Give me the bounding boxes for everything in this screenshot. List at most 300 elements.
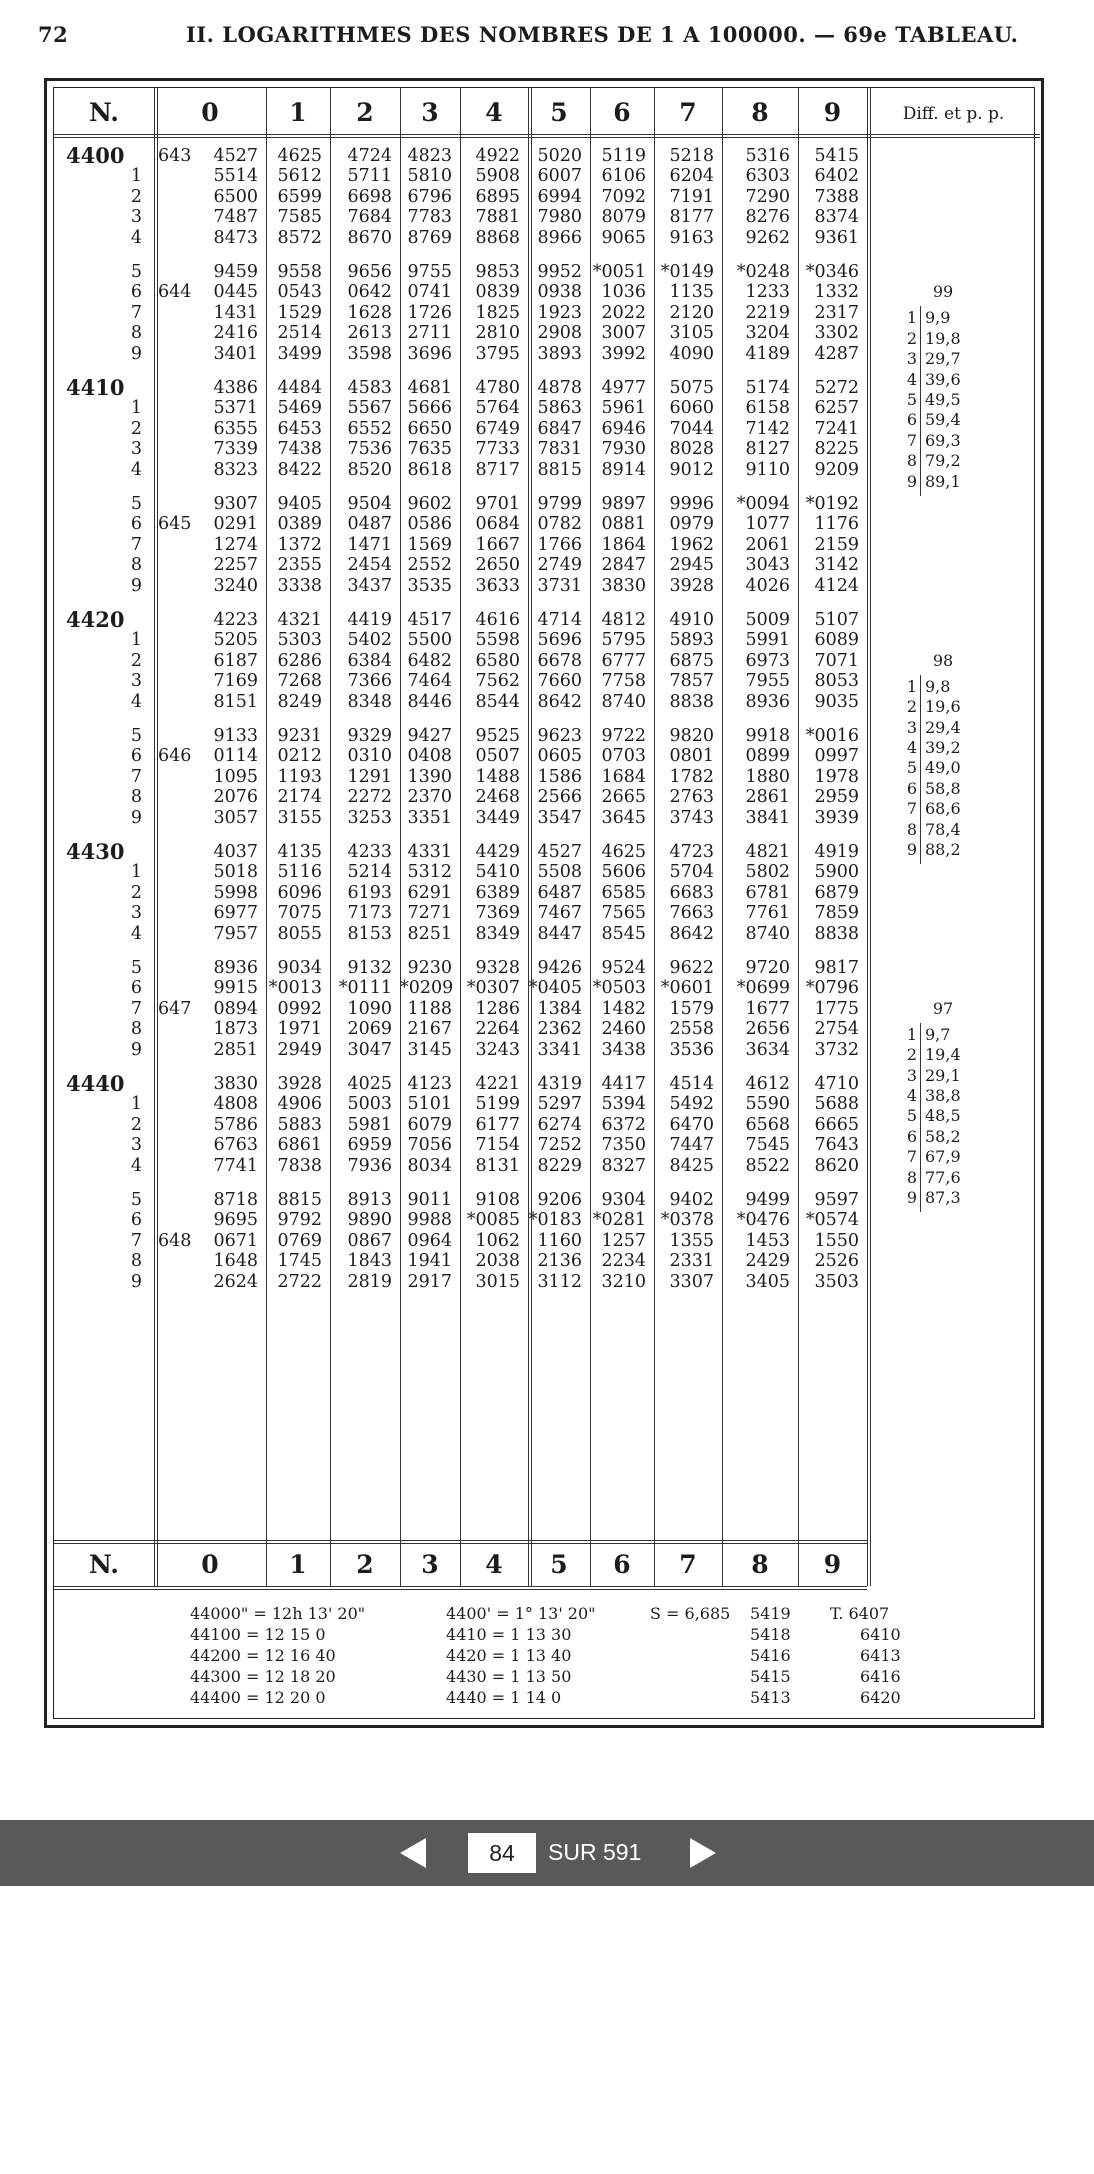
log-cell: 8966 [537, 227, 582, 248]
row-number: 4 [130, 1155, 142, 1176]
footer-column-header: 4 [485, 1550, 503, 1579]
log-cell: 6698 [347, 186, 392, 207]
log-cell: 9623 [537, 726, 582, 746]
log-cell: 2514 [277, 323, 322, 344]
log-cell: 9504 [347, 494, 392, 514]
log-cell: 8249 [277, 691, 322, 712]
log-cell: 8349 [475, 923, 520, 944]
table-row [54, 671, 867, 691]
log-cell: 6665 [814, 1114, 859, 1135]
log-cell: 7252 [537, 1135, 582, 1156]
log-cell: 2851 [213, 1039, 258, 1060]
log-cell: 5410 [475, 862, 520, 883]
log-cell: 4135 [277, 842, 322, 862]
log-cell: 5402 [347, 630, 392, 651]
log-cell: 7761 [745, 903, 790, 924]
diff-value: 38,8 [925, 1085, 961, 1105]
log-cell: 4527 [537, 842, 582, 862]
column-header: 5 [550, 98, 568, 127]
log-cell: 7783 [407, 207, 452, 228]
log-cell: 0992 [277, 998, 322, 1019]
log-cell: 8642 [669, 923, 714, 944]
log-cell: 5688 [814, 1094, 859, 1115]
log-cell: 9722 [601, 726, 646, 746]
log-cell: *0503 [592, 978, 646, 999]
log-prefix: 643 [158, 146, 192, 166]
log-cell: 1843 [347, 1251, 392, 1272]
page-number: 72 [38, 22, 69, 47]
log-cell: *0248 [736, 262, 790, 282]
log-cell: 5214 [347, 862, 392, 883]
log-cell: 7169 [213, 671, 258, 692]
log-cell: 1962 [669, 534, 714, 555]
table-row [54, 282, 867, 302]
log-cell: 4429 [475, 842, 520, 862]
log-cell: 2711 [407, 323, 452, 344]
log-cell: 6096 [277, 882, 322, 903]
diff-bar [920, 1023, 921, 1213]
table-row [54, 883, 867, 903]
log-cell: *0111 [338, 978, 392, 999]
log-cell: 6303 [745, 166, 790, 187]
row-number: 6 [130, 746, 142, 767]
log-cell: 7562 [475, 671, 520, 692]
log-cell: 8447 [537, 923, 582, 944]
log-cell: 2861 [745, 787, 790, 808]
t-value: 6410 [860, 1625, 901, 1644]
log-cell: 7191 [669, 186, 714, 207]
table-row [54, 726, 867, 746]
log-cell: 3830 [601, 575, 646, 596]
log-cell: 4517 [407, 610, 452, 630]
table-row [54, 999, 867, 1019]
s-value: 5418 [750, 1625, 791, 1644]
row-number: 1 [130, 630, 142, 651]
log-cell: 2069 [347, 1019, 392, 1040]
log-cell: 4331 [407, 842, 452, 862]
log-cell: 7733 [475, 439, 520, 460]
log-cell: 7955 [745, 671, 790, 692]
log-cell: 6482 [407, 650, 452, 671]
diff-index: 5 [906, 389, 917, 409]
log-cell: 0291 [213, 514, 258, 535]
log-cell: 2754 [814, 1019, 859, 1040]
diff-index: 8 [906, 819, 917, 839]
table-row [54, 375, 867, 400]
log-cell: 2656 [745, 1019, 790, 1040]
diff-value: 78,4 [925, 819, 961, 839]
log-cell: 5704 [669, 862, 714, 883]
log-cell: 1390 [407, 766, 452, 787]
log-cell: 6257 [814, 398, 859, 419]
log-cell: 3057 [213, 807, 258, 828]
log-cell: 8127 [745, 439, 790, 460]
log-cell: 2945 [669, 555, 714, 576]
log-cell: 3732 [814, 1039, 859, 1060]
log-cell: 0741 [407, 282, 452, 303]
log-cell: 1579 [669, 998, 714, 1019]
log-cell: 6847 [537, 418, 582, 439]
diff-index: 9 [906, 471, 917, 491]
diff-index: 5 [906, 1106, 917, 1126]
log-cell: 8718 [213, 1190, 258, 1210]
column-header: 4 [485, 98, 503, 127]
log-cell: 2136 [537, 1251, 582, 1272]
log-cell: 5514 [213, 166, 258, 187]
log-cell: 0979 [669, 514, 714, 535]
log-cell: 2174 [277, 787, 322, 808]
log-cell: 8520 [347, 459, 392, 480]
table-row [54, 651, 867, 671]
log-cell: 3696 [407, 343, 452, 364]
log-cell: 0899 [745, 746, 790, 767]
diff-index: 9 [906, 1187, 917, 1207]
log-cell: 3645 [601, 807, 646, 828]
diff-index: 2 [906, 1045, 917, 1065]
log-cell: 3928 [277, 1074, 322, 1094]
log-cell: 5205 [213, 630, 258, 651]
diff-value: 58,2 [925, 1126, 961, 1146]
log-cell: 8545 [601, 923, 646, 944]
log-cell: 1062 [475, 1230, 520, 1251]
log-cell: 5312 [407, 862, 452, 883]
log-cell: *0307 [466, 978, 520, 999]
log-cell: 1488 [475, 766, 520, 787]
row-number: 3 [130, 439, 142, 460]
log-cell: 6861 [277, 1135, 322, 1156]
log-cell: 4123 [407, 1074, 452, 1094]
diff-value: 77,6 [925, 1167, 961, 1187]
page-number-input[interactable] [468, 1833, 536, 1873]
row-number: 5 [130, 958, 142, 978]
log-table [53, 87, 1035, 1719]
log-cell: 2959 [814, 787, 859, 808]
log-cell: 3499 [277, 343, 322, 364]
log-cell: 1873 [213, 1019, 258, 1040]
diff-index: 1 [906, 1024, 917, 1044]
log-cell: 8936 [745, 691, 790, 712]
log-cell: 1384 [537, 998, 582, 1019]
log-cell: 4386 [213, 378, 258, 398]
row-number: 6 [130, 282, 142, 303]
log-cell: 5802 [745, 862, 790, 883]
log-cell: 9656 [347, 262, 392, 282]
log-cell: 8251 [407, 923, 452, 944]
t-value: 6416 [860, 1667, 901, 1686]
row-number: 1 [130, 862, 142, 883]
log-cell: 8868 [475, 227, 520, 248]
log-cell: 8815 [277, 1190, 322, 1210]
log-cell: 4124 [814, 575, 859, 596]
time-conversion: 44200 = 12 16 40 [190, 1646, 336, 1665]
log-cell: 6089 [814, 630, 859, 651]
row-number: 6 [130, 1210, 142, 1231]
log-cell: 3253 [347, 807, 392, 828]
diff-value: 87,3 [925, 1187, 961, 1207]
log-cell: 1529 [277, 302, 322, 323]
column-header: Diff. et p. p. [902, 104, 1005, 124]
log-prefix: 647 [158, 998, 192, 1019]
log-cell: 2370 [407, 787, 452, 808]
row-number: 9 [130, 1271, 142, 1292]
log-cell: 1667 [475, 534, 520, 555]
log-cell: 9065 [601, 227, 646, 248]
diff-value: 79,2 [925, 451, 961, 471]
diff-value: 9,7 [925, 1024, 951, 1044]
log-cell: *0085 [466, 1210, 520, 1231]
log-cell: 9209 [814, 459, 859, 480]
log-cell: 1453 [745, 1230, 790, 1251]
log-cell: 4821 [745, 842, 790, 862]
log-cell: 3536 [669, 1039, 714, 1060]
log-cell: 7741 [213, 1155, 258, 1176]
log-cell: 4625 [601, 842, 646, 862]
log-cell: 7339 [213, 439, 258, 460]
row-number: 7 [130, 302, 142, 323]
log-cell: 2613 [347, 323, 392, 344]
diff-index: 4 [906, 737, 917, 757]
log-cell: 2219 [745, 302, 790, 323]
log-cell: 9701 [475, 494, 520, 514]
row-number: 5 [130, 262, 142, 282]
log-cell: 8422 [277, 459, 322, 480]
log-cell: 9262 [745, 227, 790, 248]
column-rule [867, 88, 871, 1586]
log-cell: 0487 [347, 514, 392, 535]
log-cell: 7831 [537, 439, 582, 460]
log-cell: 5018 [213, 862, 258, 883]
log-cell: *0051 [592, 262, 646, 282]
log-cell: 2763 [669, 787, 714, 808]
log-cell: 6177 [475, 1114, 520, 1135]
log-cell: *0405 [528, 978, 582, 999]
log-cell: 4681 [407, 378, 452, 398]
footer-column-header: 1 [289, 1550, 307, 1579]
log-cell: 4025 [347, 1074, 392, 1094]
row-number: 7 [130, 766, 142, 787]
log-cell: 2362 [537, 1019, 582, 1040]
log-cell: 4037 [213, 842, 258, 862]
log-cell: 6372 [601, 1114, 646, 1135]
log-cell: 7173 [347, 903, 392, 924]
diff-head: 97 [932, 998, 954, 1018]
table-row [54, 439, 867, 459]
t-constant-label: T. 6407 [830, 1604, 890, 1623]
log-cell: 6796 [407, 186, 452, 207]
table-row [54, 1071, 867, 1096]
log-cell: 0605 [537, 746, 582, 767]
diff-value: 29,4 [925, 717, 961, 737]
log-cell: 5316 [745, 146, 790, 166]
log-cell: 5492 [669, 1094, 714, 1115]
log-cell: 6487 [537, 882, 582, 903]
table-row [54, 514, 867, 534]
table-row [54, 398, 867, 418]
log-cell: 6749 [475, 418, 520, 439]
log-cell: 1978 [814, 766, 859, 787]
log-cell: 1482 [601, 998, 646, 1019]
log-cell: 5696 [537, 630, 582, 651]
table-row [54, 1272, 867, 1292]
row-number: 4 [130, 227, 142, 248]
log-cell: 1431 [213, 302, 258, 323]
log-cell: 2460 [601, 1019, 646, 1040]
log-cell: 1233 [745, 282, 790, 303]
log-cell: 8276 [745, 207, 790, 228]
row-number: 2 [130, 882, 142, 903]
log-cell: 8620 [814, 1155, 859, 1176]
log-cell: 0389 [277, 514, 322, 535]
log-cell: 3598 [347, 343, 392, 364]
log-cell: 3405 [745, 1271, 790, 1292]
log-cell: 6187 [213, 650, 258, 671]
diff-index: 9 [906, 839, 917, 859]
log-cell: 6650 [407, 418, 452, 439]
log-cell: 7758 [601, 671, 646, 692]
table-row [54, 1040, 867, 1060]
log-cell: 3142 [814, 555, 859, 576]
log-cell: 6453 [277, 418, 322, 439]
log-cell: 2810 [475, 323, 520, 344]
diff-value: 39,6 [925, 369, 961, 389]
diff-value: 49,0 [925, 758, 961, 778]
log-cell: *0476 [736, 1210, 790, 1231]
log-cell: 0671 [213, 1230, 258, 1251]
log-cell: 5101 [407, 1094, 452, 1115]
log-cell: 5606 [601, 862, 646, 883]
diff-index: 3 [906, 1065, 917, 1085]
log-cell: 0839 [475, 282, 520, 303]
log-cell: 8670 [347, 227, 392, 248]
log-cell: 8028 [669, 439, 714, 460]
proportional-parts-block [903, 282, 1013, 502]
table-row [54, 143, 867, 168]
log-cell: 7464 [407, 671, 452, 692]
column-header: 8 [751, 98, 769, 127]
log-cell: 8225 [814, 439, 859, 460]
log-cell: 6106 [601, 166, 646, 187]
page-total-label: SUR 591 [548, 1839, 642, 1865]
diff-index: 4 [906, 369, 917, 389]
log-cell: 1188 [407, 998, 452, 1019]
diff-index: 6 [906, 1126, 917, 1146]
table-row [54, 746, 867, 766]
log-cell: 6500 [213, 186, 258, 207]
log-cell: 9459 [213, 262, 258, 282]
log-cell: 3210 [601, 1271, 646, 1292]
log-cell: 7684 [347, 207, 392, 228]
log-cell: 7487 [213, 207, 258, 228]
log-cell: 6959 [347, 1135, 392, 1156]
log-cell: 6946 [601, 418, 646, 439]
diff-value: 89,1 [925, 471, 961, 491]
column-header: 0 [201, 98, 219, 127]
log-cell: 5075 [669, 378, 714, 398]
log-cell: 4484 [277, 378, 322, 398]
s-value: 5413 [750, 1688, 791, 1707]
log-cell: 6568 [745, 1114, 790, 1135]
row-number: 2 [130, 650, 142, 671]
log-cell: 1286 [475, 998, 520, 1019]
log-cell: 2468 [475, 787, 520, 808]
log-cell: 6060 [669, 398, 714, 419]
log-cell: 3007 [601, 323, 646, 344]
log-cell: 6158 [745, 398, 790, 419]
log-cell: 2022 [601, 302, 646, 323]
log-cell: 5961 [601, 398, 646, 419]
log-cell: 5500 [407, 630, 452, 651]
log-cell: 1766 [537, 534, 582, 555]
table-row [54, 166, 867, 186]
log-cell: 1745 [277, 1251, 322, 1272]
table-row [54, 692, 867, 712]
column-header: 6 [613, 98, 631, 127]
log-cell: 2167 [407, 1019, 452, 1040]
log-cell: 5810 [407, 166, 452, 187]
table-row [54, 323, 867, 343]
log-cell: 5991 [745, 630, 790, 651]
log-cell: 7366 [347, 671, 392, 692]
log-cell: 8446 [407, 691, 452, 712]
prev-page-icon[interactable] [400, 1838, 426, 1868]
log-cell: 9012 [669, 459, 714, 480]
log-cell: 0543 [277, 282, 322, 303]
table-row [54, 1231, 867, 1251]
log-cell: 0894 [213, 998, 258, 1019]
log-cell: *0378 [660, 1210, 714, 1231]
next-page-icon[interactable] [690, 1838, 716, 1868]
row-number: 4 [130, 459, 142, 480]
row-number: 2 [130, 1114, 142, 1135]
log-cell: 9035 [814, 691, 859, 712]
log-cell: 5786 [213, 1114, 258, 1135]
log-cell: 9996 [669, 494, 714, 514]
log-cell: 9405 [277, 494, 322, 514]
log-cell: 5998 [213, 882, 258, 903]
viewer-navbar [0, 1820, 1094, 1886]
log-cell: 6875 [669, 650, 714, 671]
log-cell: 6580 [475, 650, 520, 671]
log-cell: 1923 [537, 302, 582, 323]
column-header: 7 [679, 98, 697, 127]
log-cell: 9307 [213, 494, 258, 514]
log-cell: 7881 [475, 207, 520, 228]
arc-conversion: 4420 = 1 13 40 [446, 1646, 572, 1665]
proportional-parts-block [903, 651, 1013, 871]
log-cell: 6552 [347, 418, 392, 439]
log-prefix: 648 [158, 1230, 192, 1251]
table-row [54, 1019, 867, 1039]
log-cell: 7438 [277, 439, 322, 460]
log-cell: *0016 [805, 726, 859, 746]
log-cell: 8327 [601, 1155, 646, 1176]
log-cell: 7838 [277, 1155, 322, 1176]
log-cell: 7859 [814, 903, 859, 924]
diff-value: 48,5 [925, 1106, 961, 1126]
log-cell: 1726 [407, 302, 452, 323]
log-cell: 7369 [475, 903, 520, 924]
table-rule [54, 1586, 867, 1590]
log-cell: 2272 [347, 787, 392, 808]
log-cell: 2949 [277, 1039, 322, 1060]
log-cell: 9361 [814, 227, 859, 248]
table-row [54, 1156, 867, 1176]
log-cell: 5174 [745, 378, 790, 398]
log-cell: 0801 [669, 746, 714, 767]
log-cell: 3047 [347, 1039, 392, 1060]
log-cell: 5218 [669, 146, 714, 166]
log-cell: 3503 [814, 1271, 859, 1292]
